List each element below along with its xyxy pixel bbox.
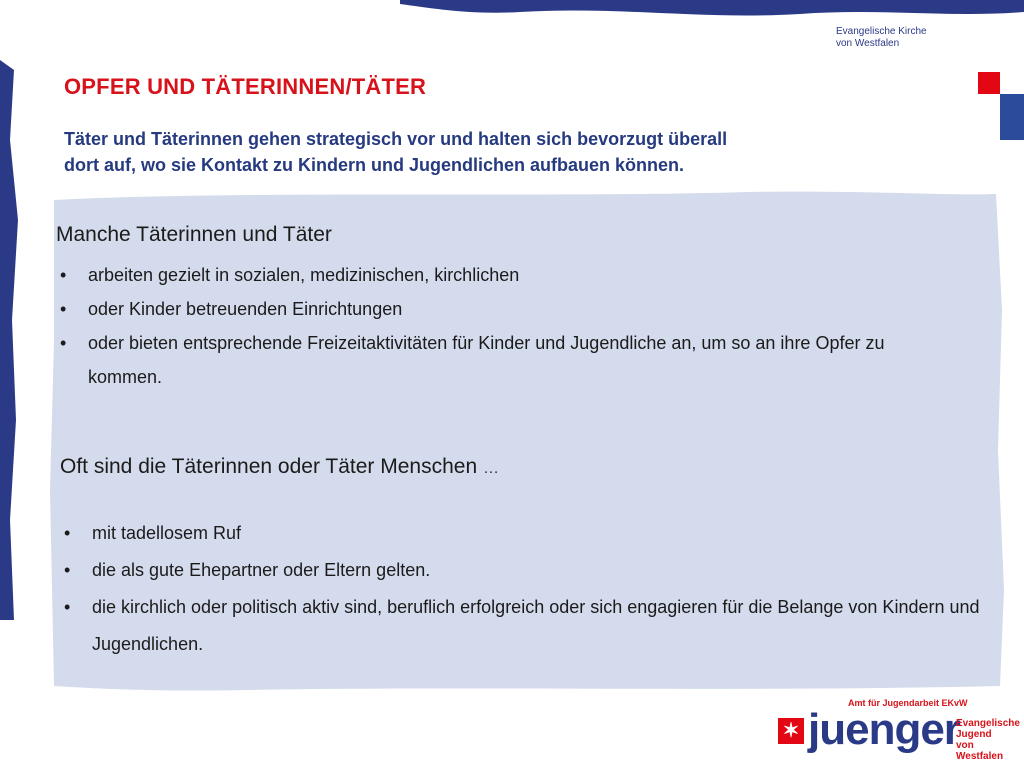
section1-list xyxy=(56,258,956,394)
section2-heading-text: Oft sind die Täterinnen oder Täter Menschen xyxy=(60,455,478,478)
top-brush-stripe xyxy=(0,0,1024,24)
brand-subtitle-line: Evangelische xyxy=(956,718,1020,729)
list-item: • mit tadellosem Ruf xyxy=(60,515,980,552)
section2-heading xyxy=(60,455,499,479)
page-title: OPFER UND TÄTERINNEN/TÄTER xyxy=(64,74,427,99)
brand-logo xyxy=(778,706,1018,762)
intro-text xyxy=(64,126,944,178)
brand-wordmark: juenger xyxy=(808,705,960,754)
list-item: • die als gute Ehepartner oder Eltern gelten. xyxy=(60,552,980,589)
brand-mark-icon: ✶ xyxy=(778,718,804,744)
amt-label: Amt für Jugendarbeit EKvW xyxy=(848,698,968,708)
brand-subtitle xyxy=(956,718,1020,762)
brand-subtitle-line: von Westfalen xyxy=(956,740,1004,762)
list-item: • oder Kinder betreuenden Einrichtungen xyxy=(56,292,956,326)
section2-heading-ellipsis: … xyxy=(482,460,499,477)
org-logo-line: Evangelische Kirche xyxy=(836,26,927,37)
list-item: • arbeiten gezielt in sozialen, medizinischen, kirchlichen xyxy=(56,258,956,292)
intro-line: Täter und Täterinnen gehen strategisch vor und halten sich bevorzugt überall xyxy=(64,129,728,149)
org-logo-line: von Westfalen xyxy=(836,38,900,49)
section1-heading: Manche Täterinnen und Täter xyxy=(56,223,332,246)
intro-line: dort auf, wo sie Kontakt zu Kindern und Jugendlichen aufbauen können. xyxy=(64,155,685,175)
section2-list xyxy=(60,515,980,663)
org-logo xyxy=(836,26,976,50)
list-item: • oder bieten entsprechende Freizeitaktivitäten für Kinder und Jugendliche an, um so an ihre Opfer zu kommen. xyxy=(56,326,928,394)
brand-subtitle-line: Jugend xyxy=(956,729,992,740)
left-brush-stripe xyxy=(0,60,28,620)
red-square-decoration xyxy=(978,72,1000,94)
list-item: • die kirchlich oder politisch aktiv sind, beruflich erfolgreich oder sich engagieren für die Belange von Kindern und Jugendlichen. xyxy=(60,589,992,663)
blue-square-decoration xyxy=(1000,94,1024,140)
